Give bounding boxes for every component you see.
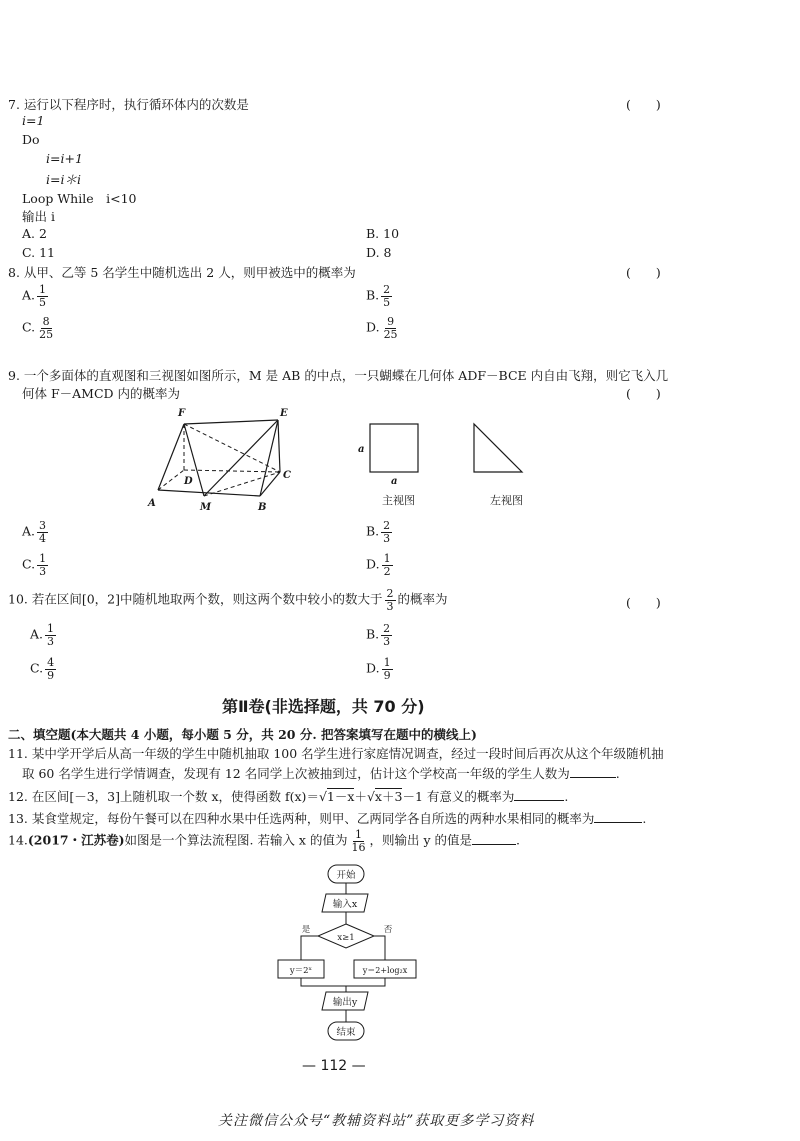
q7-code-line: Do (22, 132, 40, 147)
footer-note: 关注微信公众号“教辅资料站”获取更多学习资料 (218, 1113, 535, 1129)
label-a-side: a (358, 444, 365, 455)
q9-front-view-caption: 主视图 (382, 494, 415, 507)
q7-stem: 7. 运行以下程序时，执行循环体内的次数是 (8, 97, 249, 112)
q10-option-a: A. $\frac{1}{3}$ (30, 622, 55, 648)
label-a-bottom: a (391, 476, 398, 487)
flow-left-box-label: y＝2ˣ (289, 966, 313, 976)
flow-decision-label: x≥1 (337, 933, 355, 943)
q7-option-a: A. 2 (22, 226, 47, 241)
q9-front-view-figure (356, 420, 426, 488)
q14-text: 14.(2017・江苏卷)如图是一个算法流程图. 若输入 x 的值为 $\frac{1}{16}$ ，则输出 y 的值是 . (8, 828, 520, 854)
q13-text: 13. 某食堂规定，每份午餐可以在四种水果中任选两种，则甲、乙两同学各自所选的两种水果相同的概率为 . (8, 811, 647, 826)
edge-FC (184, 424, 280, 472)
q7-code-line: i=1 (22, 113, 45, 128)
q8-option-b: B. $\frac{2}{5}$ (366, 283, 391, 309)
q14-answer-blank[interactable] (472, 844, 516, 845)
flow-input-label: 输入x (332, 899, 358, 910)
q7-code-line: i=i+1 (46, 151, 83, 166)
q8-stem: 8. 从甲、乙等 5 名学生中随机选出 2 人，则甲被选中的概率为 (8, 265, 356, 280)
label-M: M (200, 502, 212, 512)
q10-answer-paren: ( ) (626, 595, 661, 610)
q7-option-c: C. 11 (22, 245, 55, 260)
q11-line2: 取 60 名学生进行学情调查，发现有 12 名同学上次被抽到过，估计这个学校高一年级的学生人数为 . (22, 766, 620, 781)
flow-yes-label: 是 (301, 925, 311, 935)
q10-stem: 10. 若在区间[0，2]中随机地取两个数，则这两个数中较小的数大于 $\frac{2}{3}$ 的概率为 (8, 587, 448, 613)
page-number: — 112 — (302, 1058, 366, 1074)
flow-output-label: 输出y (332, 997, 358, 1008)
q9-stem-line1: 9. 一个多面体的直观图和三视图如图所示，M 是 AB 的中点，一只蝴蝶在几何体 ADF－BCE 内自由飞翔，则它飞入几 (8, 368, 669, 383)
q8-option-a: A. $\frac{1}{5}$ (22, 283, 47, 309)
q7-option-b: B. 10 (366, 226, 400, 241)
label-E: E (280, 408, 288, 419)
q11-answer-blank[interactable] (570, 777, 616, 778)
q10-option-d: D. $\frac{1}{9}$ (366, 656, 391, 682)
q9-option-d: D. $\frac{1}{2}$ (366, 552, 391, 578)
q7-option-d: D. 8 (366, 245, 392, 260)
flow-right-box-label: y＝2+log₂x (362, 966, 408, 975)
q12-root2: x＋3 (374, 789, 403, 804)
flow-start-label: 开始 (336, 870, 356, 881)
q7-answer-paren: ( ) (626, 97, 661, 112)
label-B: B (258, 502, 267, 512)
q9-option-b: B. $\frac{2}{3}$ (366, 519, 391, 545)
flow-no-label: 否 (383, 925, 393, 935)
q10-option-b: B. $\frac{2}{3}$ (366, 622, 391, 648)
flow-end-label: 结束 (336, 1027, 356, 1038)
q13-answer-blank[interactable] (594, 822, 642, 823)
label-C: C (283, 470, 291, 481)
section2-title: 第Ⅱ卷(非选择题，共 70 分) (222, 697, 425, 716)
label-A: A (148, 498, 156, 509)
q9-option-c: C. $\frac{1}{3}$ (22, 552, 47, 578)
q9-option-a: A. $\frac{3}{4}$ (22, 519, 47, 545)
label-F: F (178, 408, 186, 419)
q8-option-d: D. $\frac{9}{25}$ (366, 315, 398, 341)
q9-polyhedron-figure (140, 402, 300, 512)
section2-heading: 二、填空题(本大题共 4 小题，每小题 5 分，共 20 分. 把答案填写在题中的横线上) (8, 727, 477, 742)
q14-flowchart (270, 862, 430, 1046)
q7-code-line: 输出 i (22, 209, 55, 224)
q7-code-line: Loop While i<10 (22, 191, 137, 206)
q10-option-c: C. $\frac{4}{9}$ (30, 656, 55, 682)
q12-root1: 1－x (326, 789, 355, 804)
q12-answer-blank[interactable] (514, 800, 564, 801)
edge-FE (184, 420, 278, 424)
edge-EC (278, 420, 280, 472)
q9-stem-line2: 何体 F－AMCD 内的概率为 (22, 386, 181, 401)
label-D: D (184, 476, 193, 487)
q12-text: 12. 在区间[－3，3]上随机取一个数 x，使得函数 f(x)＝√1－x＋√x＋3－1 有意义的概率为 . (8, 789, 569, 804)
q9-side-view-figure (468, 420, 528, 476)
q9-side-view-caption: 左视图 (490, 494, 523, 507)
q7-code-line: i=i＊i (46, 172, 81, 187)
q8-answer-paren: ( ) (626, 265, 661, 280)
q11-line1: 11. 某中学开学后从高一年级的学生中随机抽取 100 名学生进行家庭情况调查，经过一段时间后再次从这个年级随机抽 (8, 746, 664, 761)
q8-option-c: C. $\frac{8}{25}$ (22, 315, 54, 341)
q9-answer-paren: ( ) (626, 386, 661, 401)
